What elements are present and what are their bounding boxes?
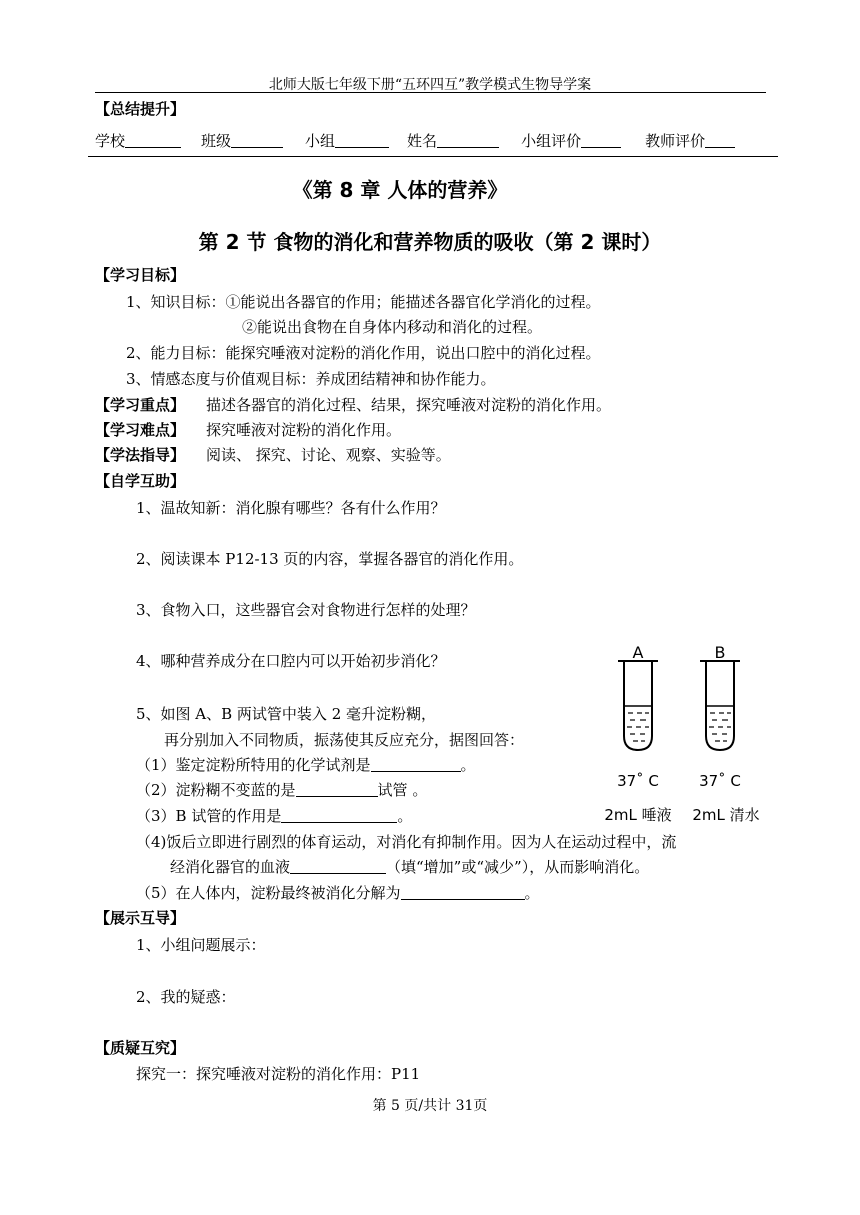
goal-item: 1、知识目标：①能说出各器官的作用；能描述各器官化学消化的过程。 [126,293,601,311]
info-divider [88,156,778,157]
question-1: 1、温故知新：消化腺有哪些？各有什么作用？ [136,499,446,517]
question-3: 3、食物入口，这些器官会对食物进行怎样的处理？ [136,601,476,619]
question-5-intro: 5、如图 A、B 两试管中装入 2 毫升淀粉糊， [136,705,437,723]
tube-b-temperature: 37˚ C [699,772,741,790]
sub-question-2: （2）淀粉糊不变蓝的是 试管 。 [136,781,428,799]
difficulty-label: 【学习难点】 [95,421,186,439]
school-field[interactable] [125,132,181,148]
inquiry-label: 【质疑互究】 [95,1039,186,1057]
goal-item: ②能说出食物在自身体内移动和消化的过程。 [242,318,543,336]
test-tube-b [700,661,740,750]
question-4: 4、哪种营养成分在口腔内可以开始初步消化？ [136,652,446,670]
student-info-row [95,130,735,151]
display-question-1: 1、小组问题展示： [136,936,266,954]
key-point-text: 描述各器官的消化过程、结果，探究唾液对淀粉的消化作用。 [206,396,612,414]
group-field[interactable] [335,132,389,148]
name-label: 姓名 [407,132,438,150]
question-5-instruction: 再分别加入不同物质，振荡使其反应充分，据图回答： [164,731,525,749]
group-label: 小组 [305,132,336,150]
method-label: 【学法指导】 [95,446,186,464]
tube-b-liquid: 2mL 清水 [692,806,760,824]
tube-a-label: A [632,643,644,662]
chapter-title: 《第 8 章 人体的营养》 [292,178,508,202]
inquiry-item-1: 探究一：探究唾液对淀粉的消化作用：P11 [136,1065,421,1083]
display-label: 【展示互导】 [95,909,186,927]
name-field[interactable] [437,132,499,148]
group-eval-field[interactable] [581,132,621,148]
header-divider [95,92,766,93]
answer-blank-3[interactable] [281,808,397,823]
tube-b-label: B [714,643,726,662]
page-header-title: 北师大版七年级下册“五环四互”教学模式生物导学案 [268,77,592,93]
section-title: 第 2 节 食物的消化和营养物质的吸收（第 2 课时） [198,230,662,254]
class-field[interactable] [231,132,283,148]
method-text: 阅读、 探究、讨论、观察、实验等。 [206,446,451,464]
key-point-label: 【学习重点】 [95,396,186,414]
difficulty-text: 探究唾液对淀粉的消化作用。 [206,421,402,439]
answer-blank-5[interactable] [401,885,525,900]
test-tube-a [618,661,658,750]
school-label: 学校 [95,132,126,150]
question-2: 2、阅读课本 P12-13 页的内容，掌握各器官的消化作用。 [136,550,524,568]
goal-item: 3、情感态度与价值观目标：养成团结精神和协作能力。 [126,370,496,388]
page-number: 第 5 页/共计 31页 [372,1098,488,1114]
self-study-label: 【自学互助】 [95,472,186,490]
goal-item: 2、能力目标：能探究唾液对淀粉的消化作用，说出口腔中的消化过程。 [126,344,601,362]
answer-blank-1[interactable] [371,757,461,772]
display-question-2: 2、我的疑惑： [136,988,236,1006]
goals-label: 【学习目标】 [95,266,186,284]
sub-question-4-cont: 经消化器官的血液 （填“增加”或“减少”），从而影响消化。 [170,858,650,876]
tube-a-liquid: 2mL 唾液 [604,806,672,824]
test-tube-figure [600,640,770,830]
sub-question-5: （5）在人体内，淀粉最终被消化分解为 。 [136,884,540,902]
sub-question-3: （3）B 试管的作用是 。 [136,807,413,825]
class-label: 班级 [201,132,232,150]
sub-question-1: （1）鉴定淀粉所特用的化学试剂是 。 [136,756,476,774]
answer-blank-4[interactable] [290,859,386,874]
answer-blank-2[interactable] [296,782,378,797]
teacher-eval-label: 教师评价 [645,132,706,150]
sub-question-4: （4)饭后立即进行剧烈的体育运动，对消化有抑制作用。因为人在运动过程中，流 [136,833,677,851]
tube-a-temperature: 37˚ C [617,772,659,790]
teacher-eval-field[interactable] [705,132,735,148]
summary-label: 【总结提升】 [95,100,186,118]
group-eval-label: 小组评价 [521,132,582,150]
